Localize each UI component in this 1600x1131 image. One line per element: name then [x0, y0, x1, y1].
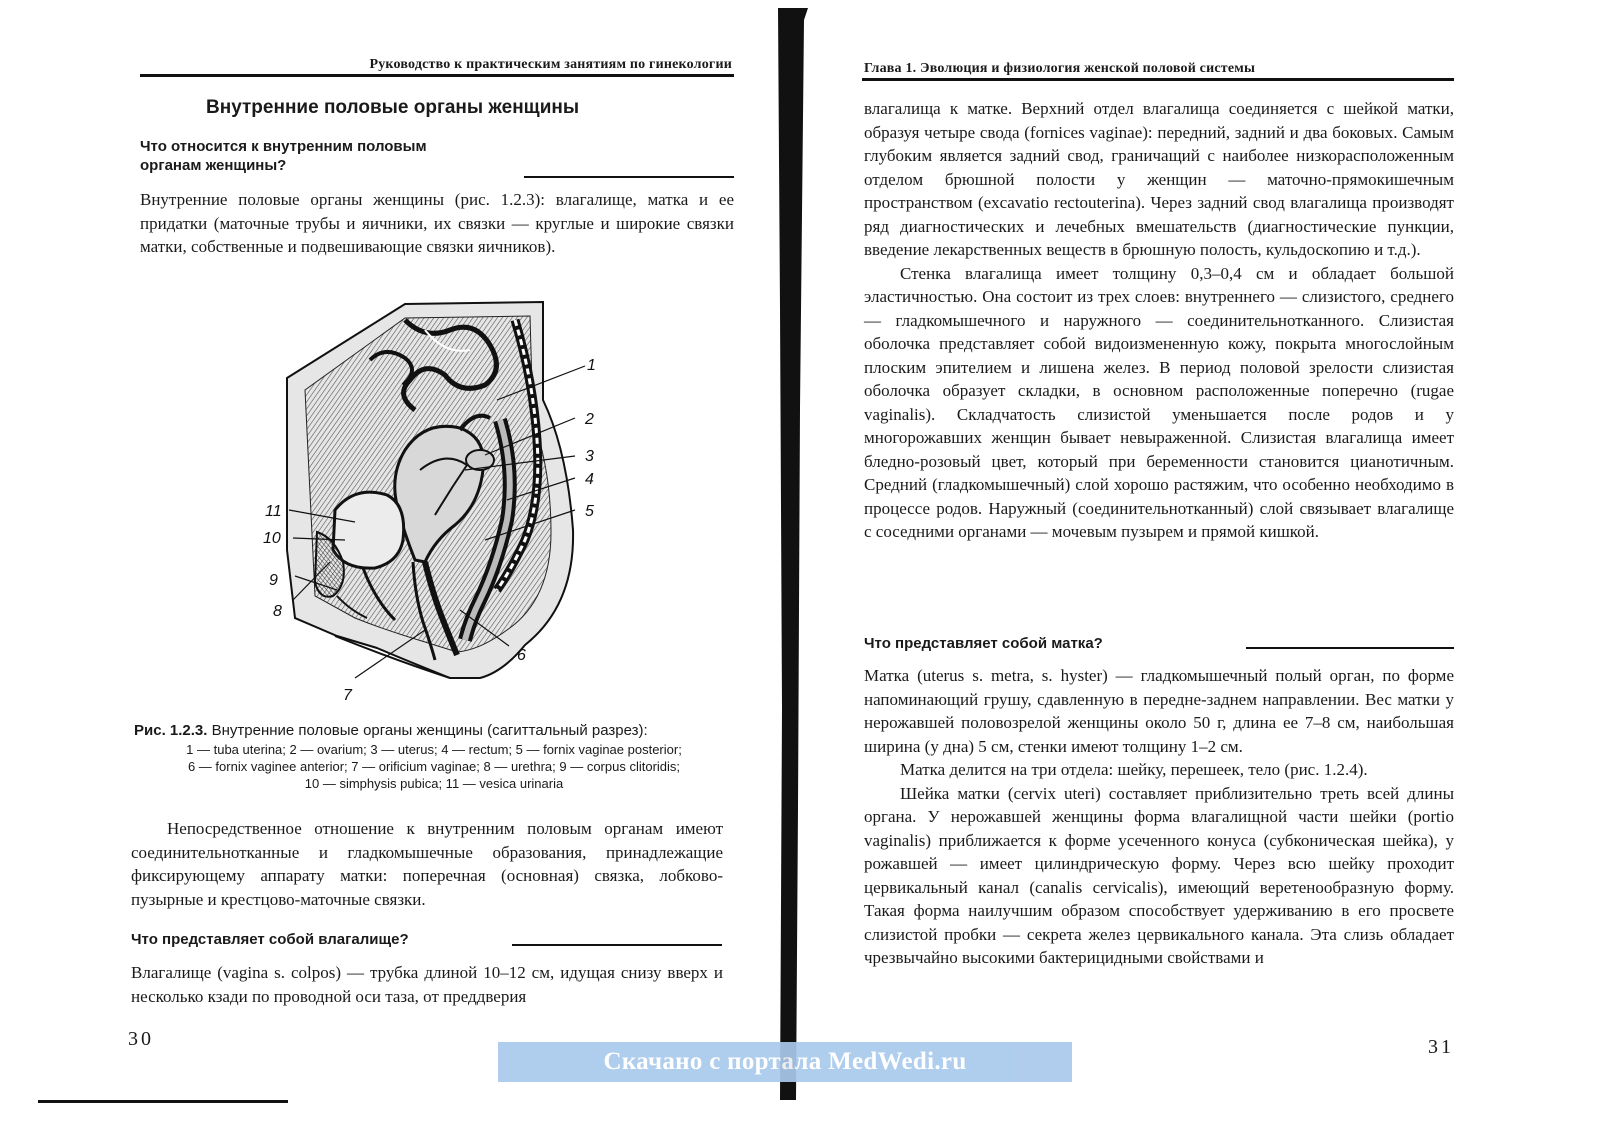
header-rule-right	[862, 78, 1454, 81]
legend-line-1: 1 — tuba uterina; 2 — ovarium; 3 — uterus; 4 — rectum; 5 — fornix vaginae posterior;	[186, 742, 682, 757]
figure-label-3: 3	[585, 448, 594, 465]
paragraph-fornices	[864, 97, 1454, 544]
question-rule	[512, 944, 722, 946]
caption-text: Внутренние половые органы женщины (сагиттальный разрез):	[211, 722, 648, 739]
paragraph-fixing-apparatus	[131, 817, 723, 911]
page-number-left: 30	[128, 1028, 154, 1050]
legend-line-3: 10 — simphysis pubica; 11 — vesica urinaria	[304, 776, 564, 791]
legend-line-2: 6 — fornix vaginee anterior; 7 — orificium vaginae; 8 — urethra; 9 — corpus clitoridis;	[187, 759, 681, 774]
figure-label-1: 1	[587, 357, 596, 374]
running-head-left: Руководство к практическим занятиям по гинекологии	[369, 57, 732, 72]
question-line-1: Что относится к внутренним половым	[140, 138, 427, 155]
paragraph-text: Матка (uterus s. metra, s. hyster) — гладкомышечный полый орган, по форме напоминающий грушу, сдавленную в передне-заднем направлении. Вес матки у нерожавшей половозрелой женщины около 50 г, длина ее 7–8 см, наибольшая ширина (у дна) 5 см, стенки имеют толщину 1–2 см.	[864, 666, 1454, 756]
figure-label-8: 8	[273, 603, 282, 620]
paragraph-text: Внутренние половые органы женщины (рис. 1.2.3): влагалище, матка и ее придатки (маточные трубы и яичники, их связки — круглые и широкие связки матки, собственные и подвешивающие связки яичников).	[140, 190, 734, 256]
paragraph-text: Влагалище (vagina s. colpos) — трубка длиной 10–12 см, идущая снизу вверх и несколько кзади по проводной оси таза, от преддверия	[131, 963, 723, 1006]
paragraph-text: Матка делится на три отдела: шейку, перешеек, тело (рис. 1.2.4).	[900, 760, 1368, 779]
watermark-banner	[498, 1042, 1072, 1082]
question-heading-uterus: Что представляет собой матка?	[864, 635, 1103, 652]
figure-label-2: 2	[585, 411, 594, 428]
caption-number: Рис. 1.2.3.	[134, 722, 208, 739]
caption-legend	[134, 741, 734, 792]
paragraph-text: Шейка матки (cervix uteri) составляет приблизительно треть всей длины органа. У нерожавшей женщины форма влагалищной части шейки (portio vaginalis) приближается к форме усеченного конуса (субконическая шейка), у рожавшей — имеет цилиндрическую форму. Через всю шейку проходит цервикальный канал (canalis cervicalis), имеющий веретенообразную форму. Такая форма наилучшим образом способствует удерживанию в его просвете слизистой пробки — секрета желез цервикального канала. Эта слизь обладает чрезвычайно высокими бактерицидными свойствами и	[864, 783, 1454, 967]
question-rule	[1246, 647, 1454, 649]
figure-label-10: 10	[263, 530, 281, 547]
figure-label-5: 5	[585, 503, 594, 520]
question-line-2: органам женщины?	[140, 157, 287, 174]
watermark-text: Скачано с портала MedWedi.ru	[603, 1048, 967, 1075]
header-rule-left	[140, 74, 734, 77]
figure-label-4: 4	[585, 471, 594, 488]
paragraph-text: Стенка влагалища имеет толщину 0,3–0,4 см и обладает большой эластичностью. Она состоит из трех слоев: внутреннего — слизистого, среднего — гладкомышечного и наружного — соединительнотканного. Слизистая оболочка представляет собой видоизмененную кожу, покрыта многослойным плоским эпителием и лишена желез. В период половой зрелости слизистая оболочка образует складки, в основном расположенные поперечно (rugae vaginalis). Складчатость слизистой уменьшается после родов и у многорожавших женщин бывает невыраженной. Слизистая влагалища имеет бледно-розовый цвет, который при беременности становится цианотичным. Средний (гладкомышечный) слой хорошо растяжим, что особенно необходимо в процессе родов. Наружный (соединительнотканный) слой связывает влагалище с соседними органами — мочевым пузырем и прямой кишкой.	[864, 263, 1454, 541]
paragraph-uterus	[864, 664, 1454, 970]
paragraph-text: Непосредственное отношение к внутренним половым органам имеют соединительнотканные и гладкомышечные образования, принадлежащие фиксирующему аппарату матки: поперечная (основная) связка, лобково-пузырные и крестцово-маточные связки.	[131, 819, 723, 909]
figure-caption	[134, 722, 734, 792]
running-head-right: Глава 1. Эволюция и физиология женской половой системы	[864, 61, 1256, 76]
paragraph-vagina	[131, 961, 723, 1008]
caption-title	[134, 722, 734, 739]
question-heading-vagina: Что представляет собой влагалище?	[131, 931, 409, 948]
question-heading-internal-organs	[140, 137, 520, 175]
sagittal-section-figure	[263, 300, 615, 710]
figure-label-6: 6	[517, 647, 526, 664]
paragraph-internal-organs	[140, 188, 734, 259]
section-title: Внутренние половые органы женщины	[206, 97, 580, 118]
figure-label-11: 11	[265, 503, 282, 520]
figure-label-9: 9	[269, 572, 278, 589]
bottom-rule	[38, 1100, 288, 1103]
paragraph-text: влагалища к матке. Верхний отдел влагалища соединяется с шейкой матки, образуя четыре свода (fornices vaginae): передний, задний и два боковых. Самым глубоким является задний свод, граничащий с наиболее низкорасположенным отделом брюшной полости у женщин — маточно-прямокишечным пространством (excavatio rectouterina). Через задний свод влагалища производят ряд диагностических и лечебных вмешательств (диагностические пункции, введение лекарственных веществ в брюшную полость, кульдоскопию и т.д.).	[864, 99, 1454, 259]
left-page	[0, 0, 790, 1131]
page-number-right: 31	[1428, 1036, 1454, 1058]
question-rule	[524, 176, 734, 178]
figure-label-7: 7	[343, 687, 352, 704]
right-page	[800, 0, 1600, 1131]
